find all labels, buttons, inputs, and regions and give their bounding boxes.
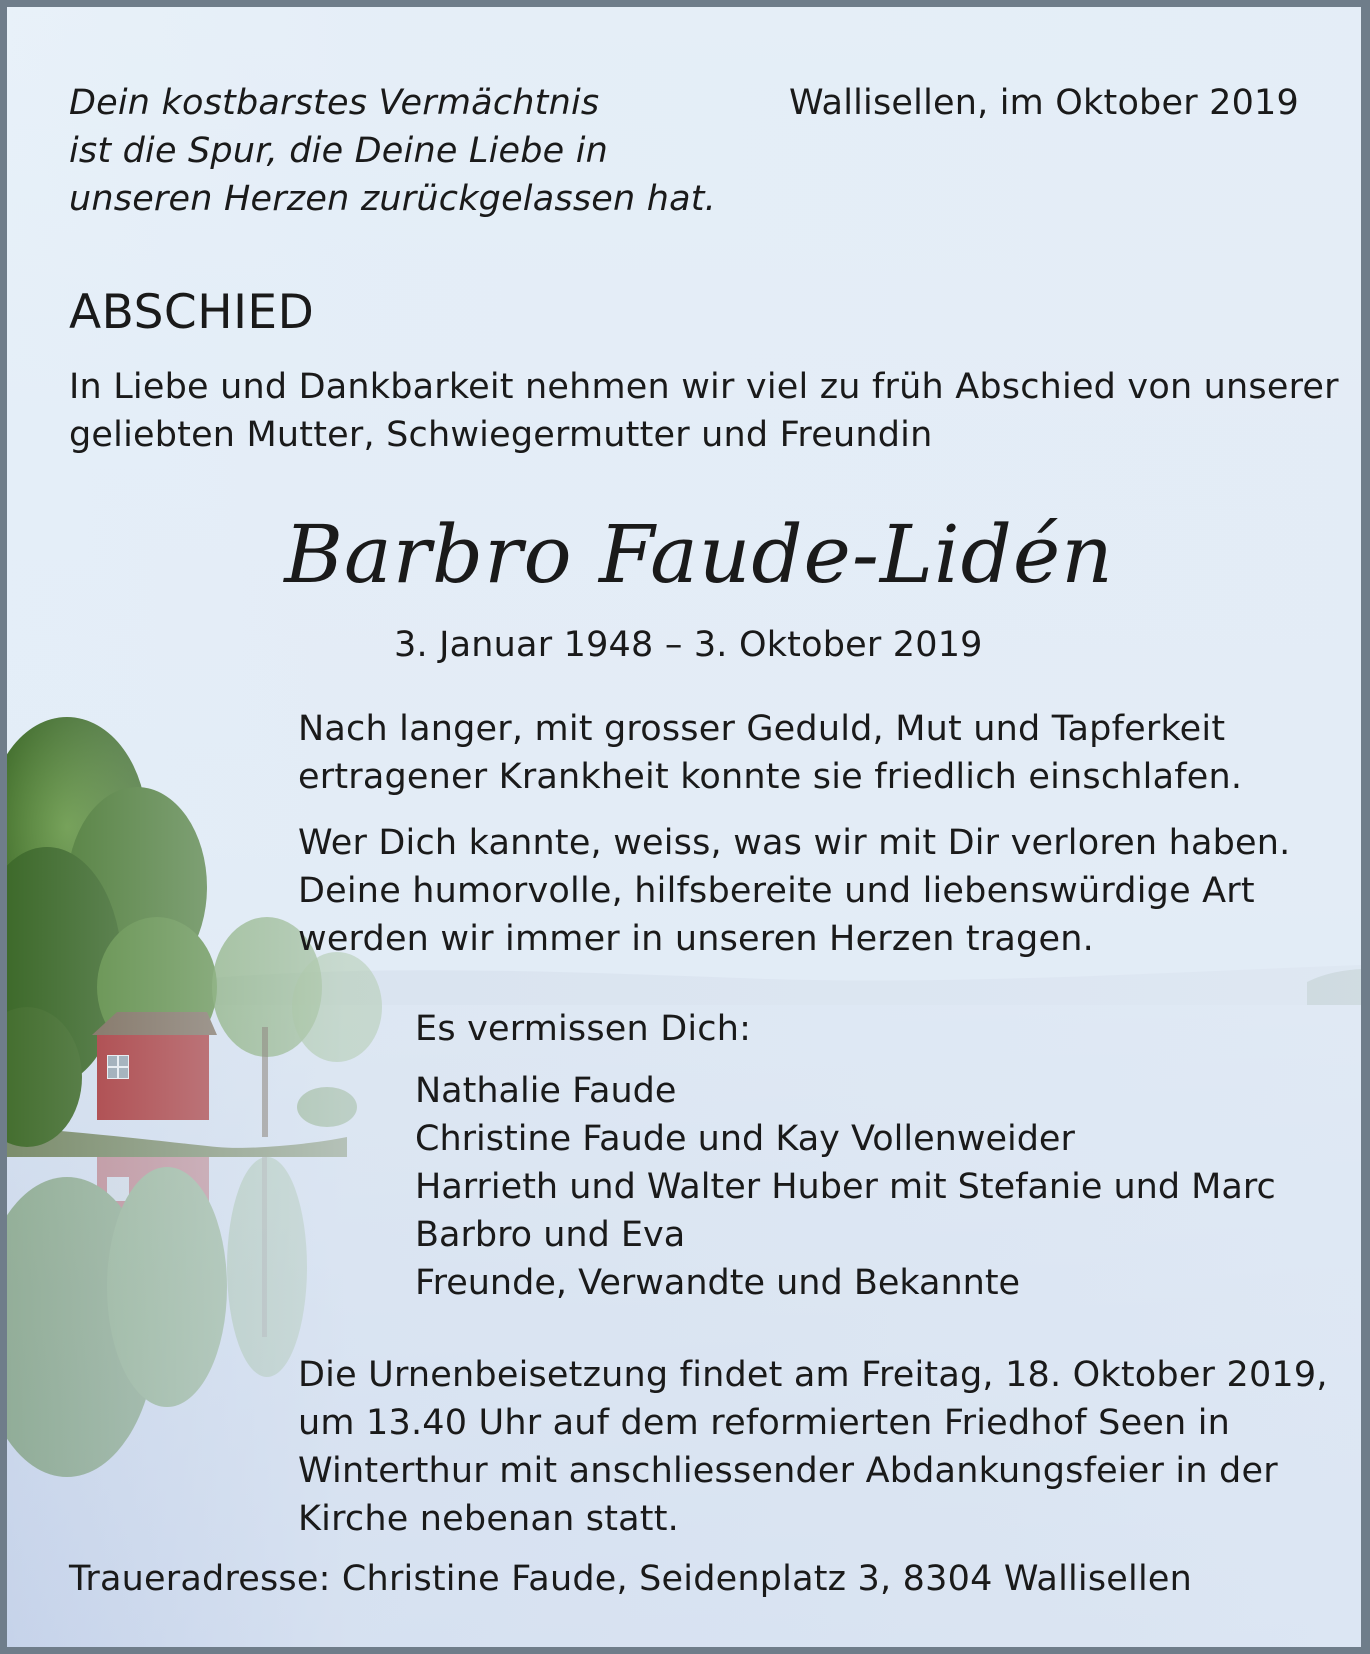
paragraph-line: ertragener Krankheit konnte sie friedlich einschlafen.: [298, 757, 1243, 797]
paragraph-line: Deine humorvolle, hilfsbereite und liebenswürdige Art: [298, 871, 1255, 911]
mourner-name: Christine Faude und Kay Vollenweider: [415, 1119, 1075, 1159]
place-date: Wallisellen, im Oktober 2019: [788, 83, 1299, 123]
deceased-name: Barbro Faude-Lidén: [284, 508, 1114, 601]
funeral-info: [298, 1351, 1328, 1543]
motto-line: unseren Herzen zurückgelassen hat.: [69, 179, 716, 219]
funeral-line: Kirche nebenan statt.: [298, 1499, 679, 1539]
paragraph-line: Nach langer, mit grosser Geduld, Mut und Tapferkeit: [298, 709, 1226, 749]
mourner-name: Nathalie Faude: [415, 1071, 677, 1111]
mourner-name: Harrieth und Walter Huber mit Stefanie und Marc: [415, 1167, 1276, 1207]
intro-line: geliebten Mutter, Schwiegermutter und Freundin: [69, 415, 933, 455]
intro-line: In Liebe und Dankbarkeit nehmen wir viel zu früh Abschied von unserer: [69, 367, 1339, 407]
paragraph-line: werden wir immer in unseren Herzen tragen.: [298, 919, 1094, 959]
paragraph-memory: [298, 819, 1291, 963]
mourners-list: [415, 1067, 1276, 1307]
funeral-line: Winterthur mit anschliessender Abdankungsfeier in der: [298, 1451, 1278, 1491]
mourning-address: Traueradresse: Christine Faude, Seidenplatz 3, 8304 Wallisellen: [69, 1559, 1192, 1599]
life-dates: 3. Januar 1948 – 3. Oktober 2019: [394, 625, 983, 665]
mourners-title: Es vermissen Dich:: [415, 1009, 752, 1049]
motto-line: ist die Spur, die Deine Liebe in: [69, 131, 609, 171]
motto-line: Dein kostbarstes Vermächtnis: [69, 83, 600, 123]
intro-text: [69, 363, 1339, 459]
paragraph-line: Wer Dich kannte, weiss, was wir mit Dir verloren haben.: [298, 823, 1291, 863]
heading-abschied: ABSCHIED: [69, 285, 315, 340]
paragraph-illness: [298, 705, 1242, 801]
funeral-line: um 13.40 Uhr auf dem reformierten Friedhof Seen in: [298, 1403, 1231, 1443]
motto-quote: [69, 79, 716, 223]
mourner-name: Barbro und Eva: [415, 1215, 686, 1255]
funeral-line: Die Urnenbeisetzung findet am Freitag, 18. Oktober 2019,: [298, 1355, 1328, 1395]
mourner-name: Freunde, Verwandte und Bekannte: [415, 1263, 1021, 1303]
